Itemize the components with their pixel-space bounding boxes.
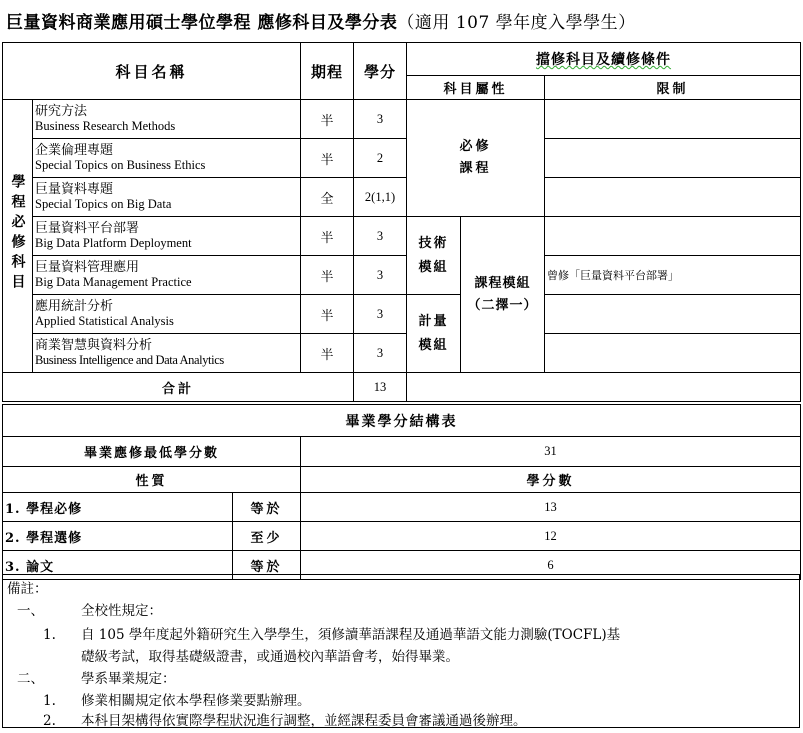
section2-item1-number: 1. xyxy=(43,693,56,709)
title-sub: （適用 107 學年度入學學生） xyxy=(397,13,636,33)
course-restriction xyxy=(545,100,801,139)
section2-number: 二、 xyxy=(17,671,44,687)
total-label: 合計 xyxy=(3,373,354,402)
structure-row-name: 1. 學程必修 xyxy=(3,493,233,522)
course-credits: 2 xyxy=(354,139,407,178)
structure-nature-label: 性質 xyxy=(3,467,301,493)
course-restriction xyxy=(545,178,801,217)
course-period: 半 xyxy=(301,217,354,256)
course-name-cell: 巨量資料專題 Special Topics on Big Data xyxy=(33,178,301,217)
attribute-required: 必修 課程 xyxy=(407,100,545,217)
structure-row-value: 12 xyxy=(301,522,801,551)
course-restriction xyxy=(545,295,801,334)
course-credits: 3 xyxy=(354,334,407,373)
course-credits: 3 xyxy=(354,295,407,334)
course-period: 半 xyxy=(301,295,354,334)
notes-box xyxy=(2,574,800,728)
structure-min-value: 31 xyxy=(301,437,801,467)
course-name-cell: 應用統計分析 Applied Statistical Analysis xyxy=(33,295,301,334)
course-period: 半 xyxy=(301,100,354,139)
header-conditions-text: 擋修科目及續修條件 xyxy=(536,52,672,68)
course-restriction: 曾修「巨量資料平台部署」 xyxy=(545,256,801,295)
structure-row-cond: 等於 xyxy=(233,551,301,580)
course-name-cell: 巨量資料平台部署 Big Data Platform Deployment xyxy=(33,217,301,256)
attribute-stat-module: 計量 模組 xyxy=(407,295,461,373)
header-period: 期程 xyxy=(301,43,354,100)
course-name-cell: 巨量資料管理應用 Big Data Management Practice xyxy=(33,256,301,295)
structure-row-name: 2. 學程選修 xyxy=(3,522,233,551)
section1-item1-line2: 礎級考試，取得基礎級證書，或通過校內華語會考，始得畢業。 xyxy=(81,649,459,665)
course-restriction xyxy=(545,217,801,256)
section2-title: 學系畢業規定： xyxy=(81,671,176,687)
course-table xyxy=(2,42,801,402)
notes-heading: 備註： xyxy=(7,581,48,597)
section1-item1-line1: 自 105 學年度起外籍研究生入學學生，須修讀華語課程及通過華語文能力測驗(TOCFL)基 xyxy=(81,627,621,643)
attribute-module-choice: 課程模組 （二擇一） xyxy=(461,217,545,373)
structure-row-cond: 等於 xyxy=(233,493,301,522)
page-title xyxy=(6,6,801,40)
total-empty xyxy=(407,373,801,402)
section1-item1-number: 1. xyxy=(43,627,56,643)
course-credits: 3 xyxy=(354,217,407,256)
title-main: 巨量資料商業應用碩士學位學程 應修科目及學分表 xyxy=(6,13,398,33)
course-period: 半 xyxy=(301,334,354,373)
total-value: 13 xyxy=(354,373,407,402)
structure-credits-label: 學分數 xyxy=(301,467,801,493)
structure-row-cond: 至少 xyxy=(233,522,301,551)
course-period: 半 xyxy=(301,256,354,295)
attribute-tech-module: 技術 模組 xyxy=(407,217,461,295)
structure-row-value: 13 xyxy=(301,493,801,522)
structure-table xyxy=(2,404,801,580)
course-period: 半 xyxy=(301,139,354,178)
structure-min-label: 畢業應修最低學分數 xyxy=(3,437,301,467)
course-name-cell: 研究方法 Business Research Methods xyxy=(33,100,301,139)
course-period: 全 xyxy=(301,178,354,217)
course-credits: 2(1,1) xyxy=(354,178,407,217)
section2-item2-text: 本科目架構得依實際學程狀況進行調整，並經課程委員會審議通過後辦理。 xyxy=(81,713,527,729)
structure-row-value: 6 xyxy=(301,551,801,580)
header-course-name: 科目名稱 xyxy=(3,43,301,100)
course-credits: 3 xyxy=(354,100,407,139)
section2-item2-number: 2. xyxy=(43,713,56,729)
header-restriction: 限制 xyxy=(545,76,801,100)
course-name-cell: 商業智慧與資料分析 Business Intelligence and Data Analytics xyxy=(33,334,301,373)
structure-row-name: 3. 論文 xyxy=(3,551,233,580)
section1-title: 全校性規定： xyxy=(81,603,162,619)
structure-title: 畢業學分結構表 xyxy=(3,405,801,437)
header-conditions xyxy=(407,43,801,76)
header-credits: 學分 xyxy=(354,43,407,100)
course-restriction xyxy=(545,334,801,373)
course-credits: 3 xyxy=(354,256,407,295)
header-attribute: 科目屬性 xyxy=(407,76,545,100)
course-restriction xyxy=(545,139,801,178)
section2-item1-text: 修業相關規定依本學程修業要點辦理。 xyxy=(81,693,311,709)
program-required-label: 學程必修科目 xyxy=(3,100,33,373)
course-name-cell: 企業倫理專題 Special Topics on Business Ethics xyxy=(33,139,301,178)
section1-number: 一、 xyxy=(17,603,44,619)
